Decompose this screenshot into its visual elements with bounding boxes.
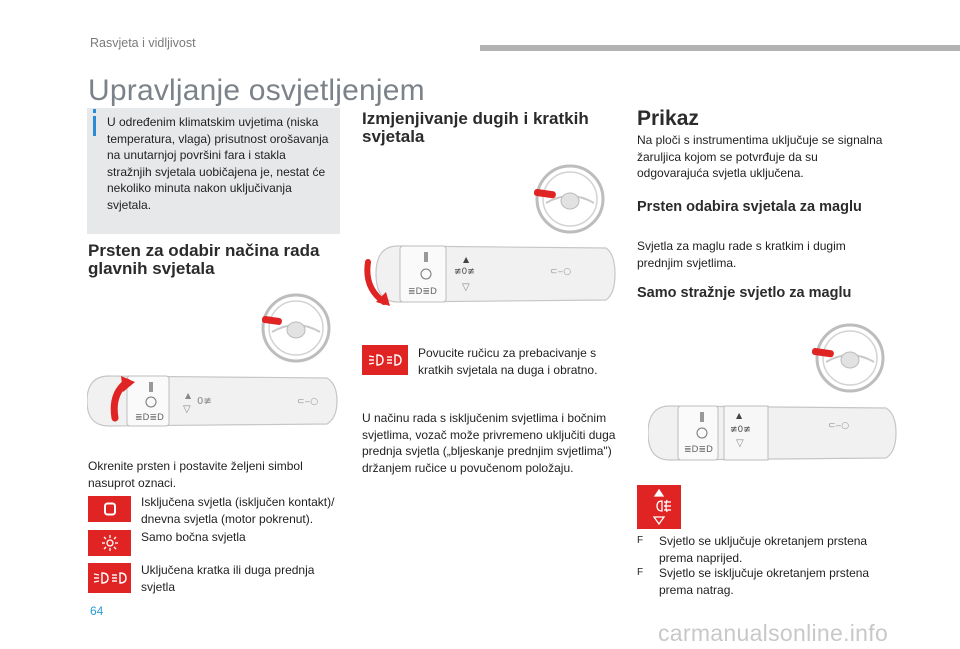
bullet-forward [637, 533, 887, 566]
display-intro: Na ploči s instrumentima uključuje se signalna žaruljica kojom se potvrđuje da su odgovarajuća svjetla uključena. [637, 133, 883, 180]
svg-text:▽: ▽ [736, 438, 744, 449]
info-bar-icon [93, 116, 96, 136]
section-tag: Rasvjeta i vidljivost [90, 36, 196, 50]
fog-text: Svjetla za maglu rade s kratkim i dugim prednjim svjetlima. [637, 239, 846, 270]
steering-wheel-illustration [808, 322, 888, 394]
bullet-forward-text: Svjetlo se uključuje okretanjem prstena prema naprijed. [659, 534, 868, 565]
svg-text:0≢: 0≢ [197, 396, 212, 407]
svg-text:▽: ▽ [183, 404, 191, 415]
watermark: carmanualsonline.info [658, 620, 889, 646]
headlights-icon [88, 563, 131, 593]
beam-paragraph: U načinu rada s isključenim svjetlima i bočnim svjetlima, vozač može privremeno uključiti duga prednja svjetla („bljeskanje prednjim svjetlima") držanjem ručice u povučenom položaju. [362, 411, 616, 475]
fog-heading: Prsten odabira svjetala za maglu [637, 199, 862, 215]
bullet-icon: F [637, 567, 644, 578]
svg-text:≣D≣D: ≣D≣D [684, 445, 713, 455]
info-box [87, 108, 340, 234]
beam-badge-text: Povucite ručicu za prebacivanje s kratkih svjetala na duga i obratno. [418, 346, 598, 377]
side-lights-icon [88, 530, 131, 556]
svg-text:▲: ▲ [463, 255, 470, 264]
rear-fog-icon [637, 485, 681, 529]
svg-text:▲: ▲ [736, 411, 743, 420]
svg-text:⊂‒○: ⊂‒○ [828, 421, 850, 431]
svg-text:≣D≣D: ≣D≣D [135, 413, 164, 423]
svg-text:⊂‒○: ⊂‒○ [550, 267, 572, 277]
info-icon [93, 109, 96, 113]
steering-wheel-illustration [258, 292, 338, 364]
bullet-icon: F [637, 535, 644, 546]
main-lights-heading: Prsten za odabir načina rada glavnih svjetala [88, 241, 320, 278]
display-heading: Prikaz [637, 107, 699, 130]
svg-text:≢0≢: ≢0≢ [454, 267, 475, 277]
beam-heading: Izmjenjivanje dugih i kratkih svjetala [362, 109, 589, 146]
beam-stalk-illustration [362, 240, 617, 308]
bullet-backward [637, 565, 887, 598]
svg-text:▲: ▲ [185, 391, 192, 400]
light-off-icon [88, 496, 131, 522]
page-number: 64 [90, 604, 104, 618]
header-rule [480, 45, 960, 51]
high-beam-icon [362, 345, 408, 375]
svg-text:▽: ▽ [462, 282, 470, 293]
light-stalk-illustration [87, 370, 339, 432]
left-instruction: Okrenite prsten i postavite željeni simbol nasuprot oznaci. [88, 459, 303, 490]
page-title: Upravljanje osvjetljenjem [88, 74, 425, 107]
fog-stalk-illustration [648, 400, 898, 466]
svg-text:≣D≣D: ≣D≣D [408, 287, 437, 297]
option-side-text: Samo bočna svjetla [141, 530, 246, 544]
option-off-text: Isključena svjetla (isključen kontakt)/ dnevna svjetla (motor pokrenut). [141, 495, 335, 526]
svg-text:≢0≢: ≢0≢ [730, 425, 751, 435]
rear-fog-heading: Samo stražnje svjetlo za maglu [637, 285, 852, 301]
svg-text:⊂‒○: ⊂‒○ [297, 397, 319, 407]
bullet-backward-text: Svjetlo se isključuje okretanjem prstena prema natrag. [659, 566, 870, 597]
option-head-text: Uključena kratka ili duga prednja svjetla [141, 563, 315, 594]
steering-wheel-illustration [530, 163, 610, 235]
info-text: U određenim klimatskim uvjetima (niska temperatura, vlaga) prisutnost orošavanja na unutarnjoj površini fara i stakla stražnjih svjetala uobičajena je, nestat će nekoliko minuta nakon uključivanja svjetala. [107, 115, 329, 212]
